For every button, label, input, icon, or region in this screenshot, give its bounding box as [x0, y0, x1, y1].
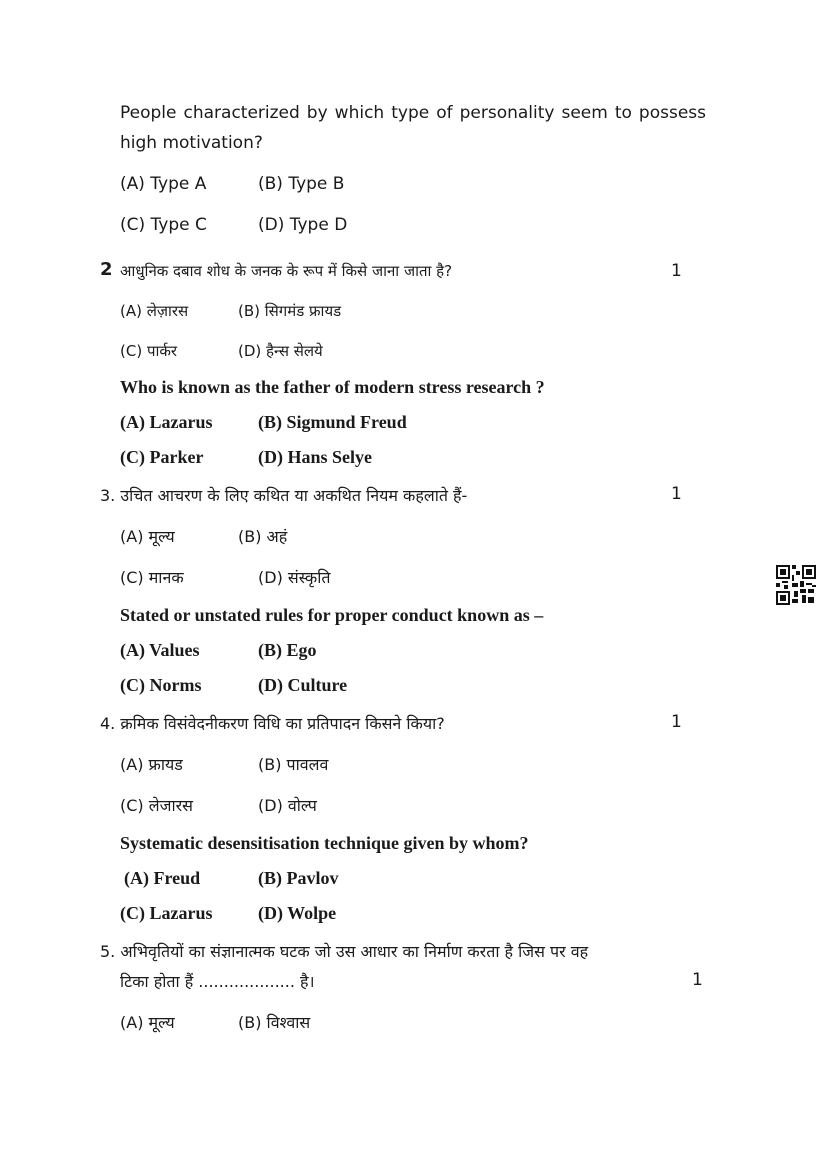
q2-english-option-c: (C) Parker	[120, 447, 204, 467]
q5-hindi-option-a: (A) मूल्य	[120, 1013, 175, 1032]
q4-hindi-option-d: (D) वोल्प	[258, 796, 317, 815]
q3-hindi-option-d: (D) संस्कृति	[258, 568, 331, 587]
q4-hindi-text: 4. क्रमिक विसंवेदनीकरण विधि का प्रतिपादन किसने किया?	[100, 714, 445, 733]
q5-hindi-text-line1: 5. अभिवृतियों का संज्ञानात्मक घटक जो उस आधार का निर्माण करता है जिस पर वह	[100, 942, 589, 961]
q1-option-d: (D) Type D	[258, 215, 348, 235]
q2-english-option-a: (A) Lazarus	[120, 412, 213, 432]
q2-hindi-option-b: (B) सिगमंड फ्रायड	[238, 302, 342, 320]
q5-hindi-text-line2: टिका होता हैं ................... है।	[120, 972, 315, 991]
q5-marks: 1	[692, 970, 703, 990]
q4-hindi-option-b: (B) पावलव	[258, 755, 329, 774]
q3-english-option-a: (A) Values	[120, 640, 200, 660]
q4-english-option-b: (B) Pavlov	[258, 868, 339, 888]
q4-english-text: Systematic desensitisation technique given by whom?	[120, 833, 529, 853]
q3-english-text: Stated or unstated rules for proper conduct known as –	[120, 605, 544, 625]
qr-code-icon	[776, 565, 816, 605]
q2-marks: 1	[671, 261, 682, 281]
q1-option-b: (B) Type B	[258, 174, 345, 194]
q2-hindi-option-a: (A) लेज़ारस	[120, 302, 189, 320]
q4-english-option-a: (A) Freud	[124, 868, 201, 888]
q2-hindi-text: आधुनिक दबाव शोध के जनक के रूप में किसे जाना जाता है?	[120, 262, 453, 280]
q1-text: People characterized by which type of personality seem to possess high motivation?	[120, 103, 706, 153]
q3-hindi-option-c: (C) मानक	[120, 568, 184, 587]
q2-english-option-b: (B) Sigmund Freud	[258, 412, 407, 432]
q2-number: 2	[100, 259, 113, 280]
q3-english-option-b: (B) Ego	[258, 640, 317, 660]
q3-hindi-text: 3. उचित आचरण के लिए कथित या अकथित नियम कहलाते हैं-	[100, 486, 468, 505]
q3-marks: 1	[671, 484, 682, 504]
q4-marks: 1	[671, 712, 682, 732]
q4-hindi-option-c: (C) लेजारस	[120, 796, 193, 815]
q2-hindi-option-d: (D) हैन्स सेलये	[238, 342, 323, 360]
q2-english-option-d: (D) Hans Selye	[258, 447, 372, 467]
q2-english-text: Who is known as the father of modern stress research ?	[120, 377, 545, 397]
q2-hindi-option-c: (C) पार्कर	[120, 342, 178, 360]
q3-hindi-option-b: (B) अहं	[238, 527, 288, 546]
q5-hindi-option-b: (B) विश्वास	[238, 1013, 311, 1032]
q4-english-option-d: (D) Wolpe	[258, 903, 337, 923]
q1-option-a: (A) Type A	[120, 174, 207, 194]
q1-option-c: (C) Type C	[120, 215, 207, 235]
q3-english-option-d: (D) Culture	[258, 675, 348, 695]
q4-hindi-option-a: (A) फ्रायड	[120, 755, 183, 774]
q4-english-option-c: (C) Lazarus	[120, 903, 213, 923]
q3-english-option-c: (C) Norms	[120, 675, 202, 695]
q3-hindi-option-a: (A) मूल्य	[120, 527, 175, 546]
